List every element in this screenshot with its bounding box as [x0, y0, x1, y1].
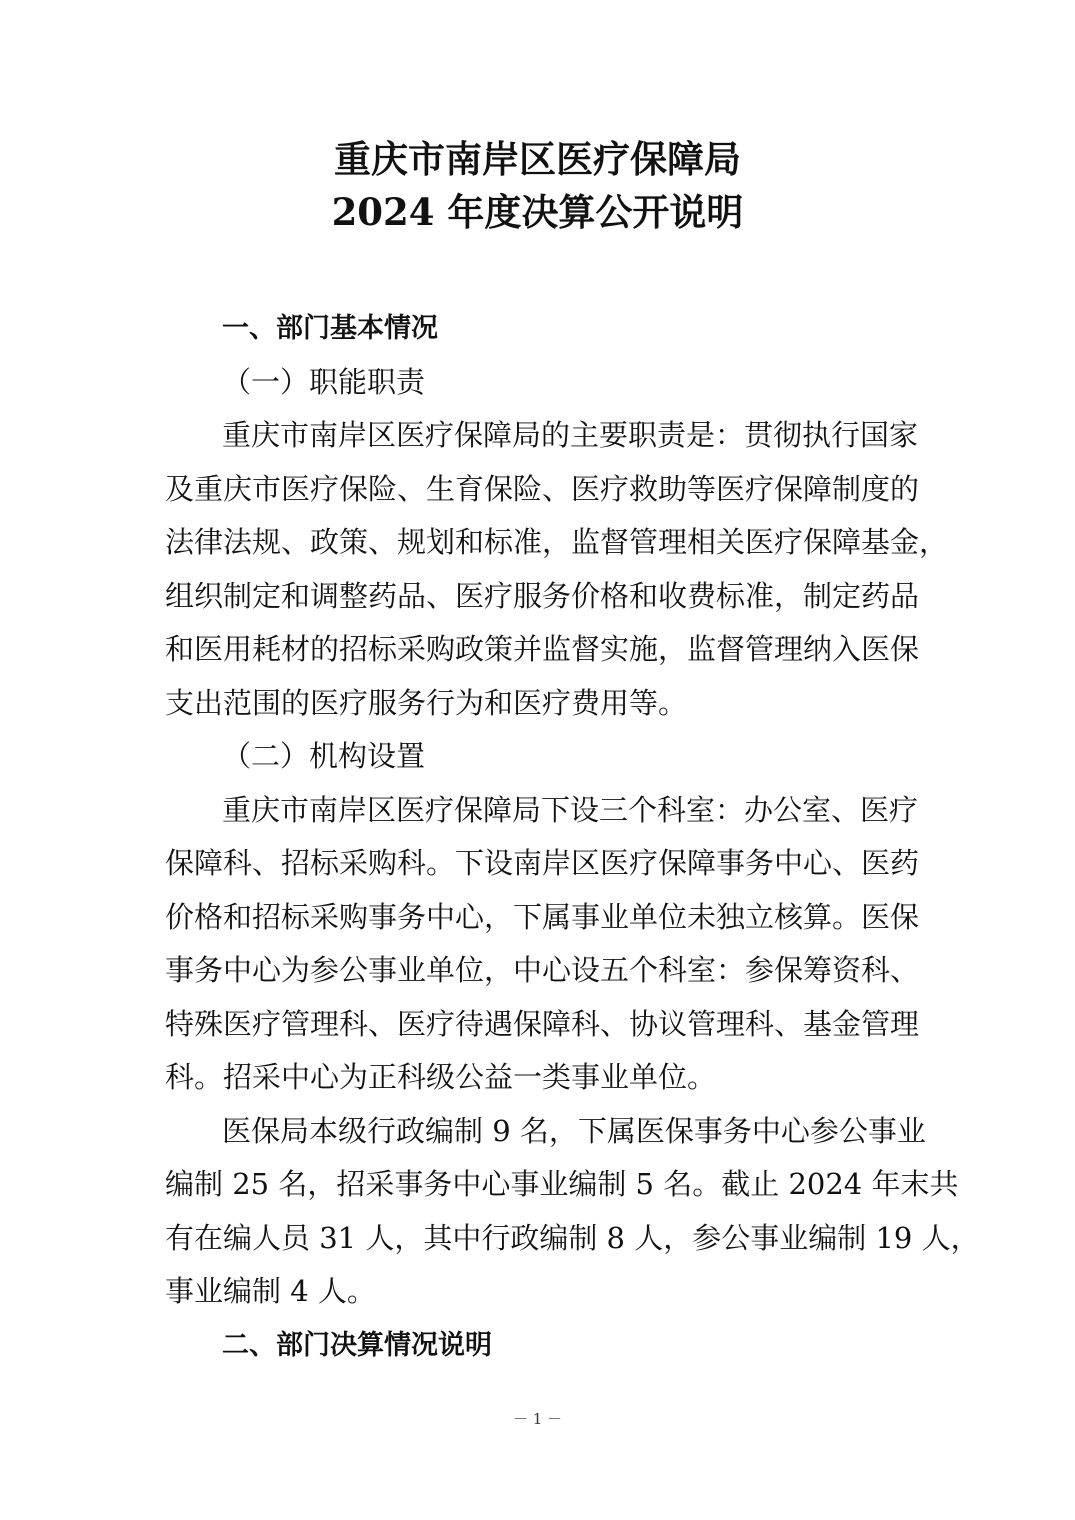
text-line: 科。招采中心为正科级公益一类事业单位。	[165, 1060, 717, 1094]
text-line: 价格和招标采购事务中心，下属事业单位未独立核算。医保	[165, 899, 920, 934]
subheading-functions: （一）职能职责	[222, 364, 426, 399]
text-line: 组织制定和调整药品、医疗服务价格和收费标准，制定药品	[165, 578, 920, 613]
document-title	[0, 133, 1075, 239]
text-line: 事业编制 4 人。	[165, 1274, 376, 1308]
text-line: 重庆市南岸区医疗保障局的主要职责是：贯彻执行国家	[222, 418, 919, 452]
title-line-2: 2024 年度决算公开说明	[331, 190, 744, 234]
document-body	[165, 302, 980, 1372]
text-line: 医保局本级行政编制 9 名，下属医保事务中心参公事业	[222, 1113, 926, 1148]
text-line: 有在编人员 31 人，其中行政编制 8 人，参公事业编制 19 人，	[165, 1220, 980, 1255]
text-line: 法律法规、政策、规划和标准，监督管理相关医疗保障基金，	[165, 525, 949, 559]
text-line: 特殊医疗管理科、医疗待遇保障科、协议管理科、基金管理	[165, 1006, 920, 1041]
section-heading-basic-info: 一、部门基本情况	[222, 313, 438, 344]
page-number: － 1 －	[512, 1410, 563, 1428]
title-line-1: 重庆市南岸区医疗保障局	[334, 137, 741, 181]
subheading-organization: （二）机构设置	[222, 739, 426, 773]
text-line: 重庆市南岸区医疗保障局下设三个科室：办公室、医疗	[222, 792, 919, 827]
text-line: 支出范围的医疗服务行为和医疗费用等。	[165, 685, 688, 720]
text-line: 事务中心为参公事业单位，中心设五个科室：参保筹资科、	[165, 953, 920, 987]
section-heading-final-accounts: 二、部门决算情况说明	[222, 1329, 492, 1361]
paragraph-organization	[165, 784, 920, 1105]
text-line: 保障科、招标采购科。下设南岸区医疗保障事务中心、医药	[165, 846, 920, 880]
text-line: 及重庆市医疗保险、生育保险、医疗救助等医疗保障制度的	[165, 471, 920, 506]
paragraph-functions	[165, 409, 949, 730]
paragraph-staffing	[165, 1105, 980, 1319]
text-line: 编制 25 名，招采事务中心事业编制 5 名。截止 2024 年末共	[165, 1167, 959, 1201]
text-line: 和医用耗材的招标采购政策并监督实施，监督管理纳入医保	[165, 632, 920, 666]
